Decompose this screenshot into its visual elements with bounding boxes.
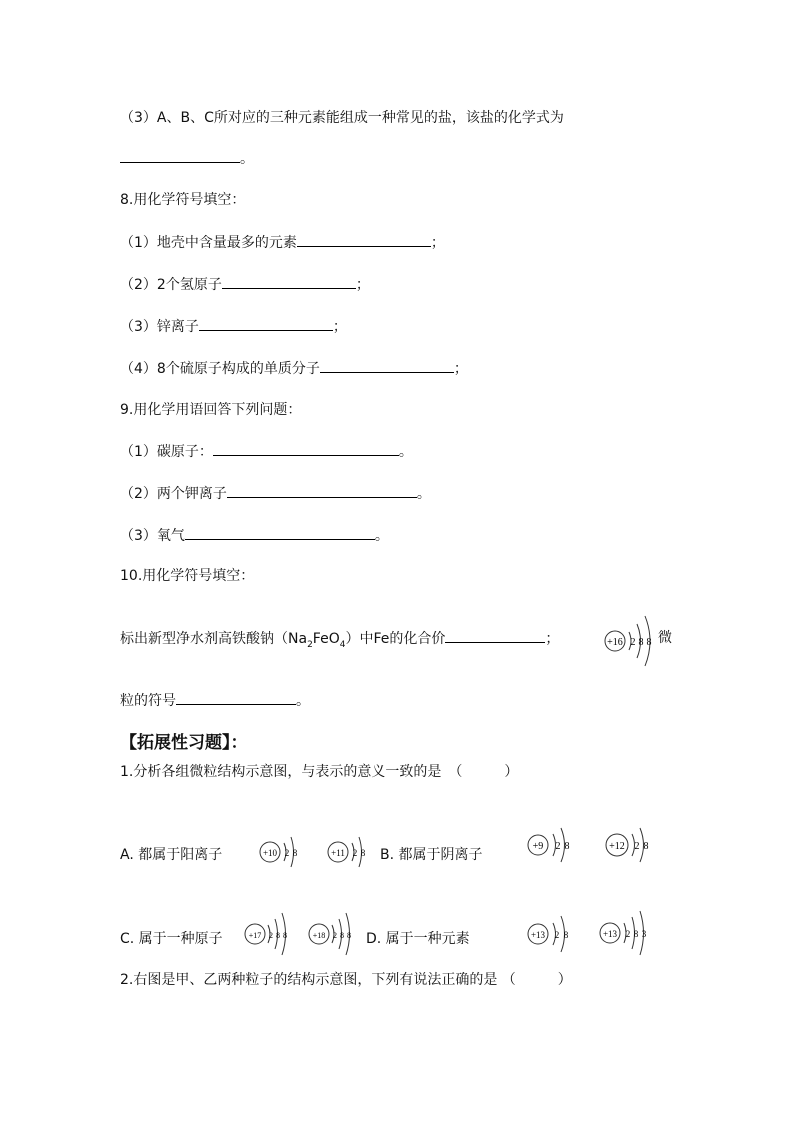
- svg-text:2: 2: [352, 848, 358, 858]
- answer-blank[interactable]: [120, 148, 240, 163]
- svg-text:8: 8: [360, 848, 366, 858]
- atom-diagram-b2: [604, 826, 654, 864]
- svg-text:2: 2: [555, 841, 561, 852]
- question-8-1: （1）地壳中含量最多的元素 ；: [120, 232, 445, 253]
- svg-text:2: 2: [625, 929, 631, 939]
- question-8-2: （2）2个氢原子 ；: [120, 274, 370, 295]
- option-b: B. 都属于阴离子: [380, 847, 483, 863]
- question-7-3-answer-line: 。: [120, 148, 254, 169]
- svg-text:2: 2: [554, 930, 560, 940]
- question-8: 8.用化学符号填空：: [120, 192, 246, 208]
- shell-electrons: 8: [646, 637, 652, 648]
- extension-question-1: 1.分析各组微粒结构示意图，与表示的意义一致的是 （ ）: [120, 764, 519, 780]
- question-9-3: （3）氧气 。: [120, 525, 389, 546]
- question-9: 9.用化学用语回答下列问题：: [120, 402, 302, 418]
- svg-text:+11: +11: [331, 848, 345, 858]
- atom-diagram-c1: [244, 912, 292, 952]
- svg-text:+12: +12: [609, 841, 625, 852]
- svg-text:+13: +13: [530, 930, 546, 940]
- question-9-1: （1）碳原子： 。: [120, 441, 413, 462]
- svg-text:8: 8: [643, 841, 649, 852]
- svg-text:8: 8: [563, 930, 569, 940]
- atom-diagram-s2: [604, 612, 660, 670]
- svg-text:2: 2: [284, 848, 290, 858]
- question-10-wei: 微: [658, 630, 672, 646]
- atom-diagram-a2: [326, 834, 370, 870]
- answer-blank[interactable]: [185, 525, 375, 540]
- atom-diagram-a1: [258, 834, 302, 870]
- question-8-4: （4）8个硫原子构成的单质分子 ；: [120, 358, 468, 379]
- answer-blank[interactable]: [320, 358, 454, 373]
- svg-text:8: 8: [292, 848, 298, 858]
- answer-blank[interactable]: [222, 274, 356, 289]
- svg-text:2: 2: [269, 931, 273, 940]
- extension-heading: 【拓展性习题】：: [120, 733, 248, 753]
- answer-blank[interactable]: [176, 690, 296, 705]
- atom-diagram-d2: [598, 910, 654, 952]
- svg-text:8: 8: [276, 931, 280, 940]
- answer-blank[interactable]: [297, 232, 431, 247]
- svg-text:+18: +18: [312, 931, 326, 940]
- answer-blank[interactable]: [445, 628, 545, 643]
- svg-text:+17: +17: [248, 931, 262, 940]
- option-c: C. 属于一种原子: [120, 931, 223, 947]
- question-8-3: （3）锌离子 ；: [120, 316, 347, 337]
- answer-blank[interactable]: [227, 483, 417, 498]
- shell-electrons: 8: [638, 637, 644, 648]
- svg-text:8: 8: [340, 931, 344, 940]
- svg-text:3: 3: [641, 929, 647, 939]
- question-10-line-a: 标出新型净水剂高铁酸钠$(Na_2FeO_4)$中Fe的化合价 ；: [120, 628, 559, 649]
- answer-blank[interactable]: [199, 316, 333, 331]
- atom-diagram-c2: [308, 912, 356, 952]
- extension-question-2: 2.右图是甲、乙两种粒子的结构示意图，下列有说法正确的是 （ ）: [120, 972, 572, 988]
- option-d: D. 属于一种元素: [366, 931, 470, 947]
- svg-text:8: 8: [564, 841, 570, 852]
- svg-text:2: 2: [634, 841, 640, 852]
- svg-text:+10: +10: [262, 848, 278, 858]
- shell-electrons: 2: [630, 637, 636, 648]
- svg-text:+13: +13: [602, 929, 618, 939]
- svg-text:8: 8: [347, 931, 351, 940]
- svg-text:8: 8: [283, 931, 287, 940]
- svg-text:8: 8: [633, 929, 639, 939]
- question-7-3: （3）A、B、C所对应的三种元素能组成一种常见的盐，该盐的化学式为: [120, 110, 564, 126]
- answer-blank[interactable]: [213, 441, 399, 456]
- svg-text:+9: +9: [532, 841, 544, 852]
- question-10: 10.用化学符号填空：: [120, 568, 255, 584]
- atom-diagram-b1: [526, 826, 576, 864]
- question-9-2: （2）两个钾离子 。: [120, 483, 431, 504]
- nucleus-charge: +16: [607, 637, 623, 648]
- atom-diagram-d1: [526, 912, 576, 952]
- svg-text:2: 2: [333, 931, 337, 940]
- option-a: A. 都属于阳离子: [120, 847, 223, 863]
- question-10-line-b: 粒的符号 。: [120, 690, 310, 711]
